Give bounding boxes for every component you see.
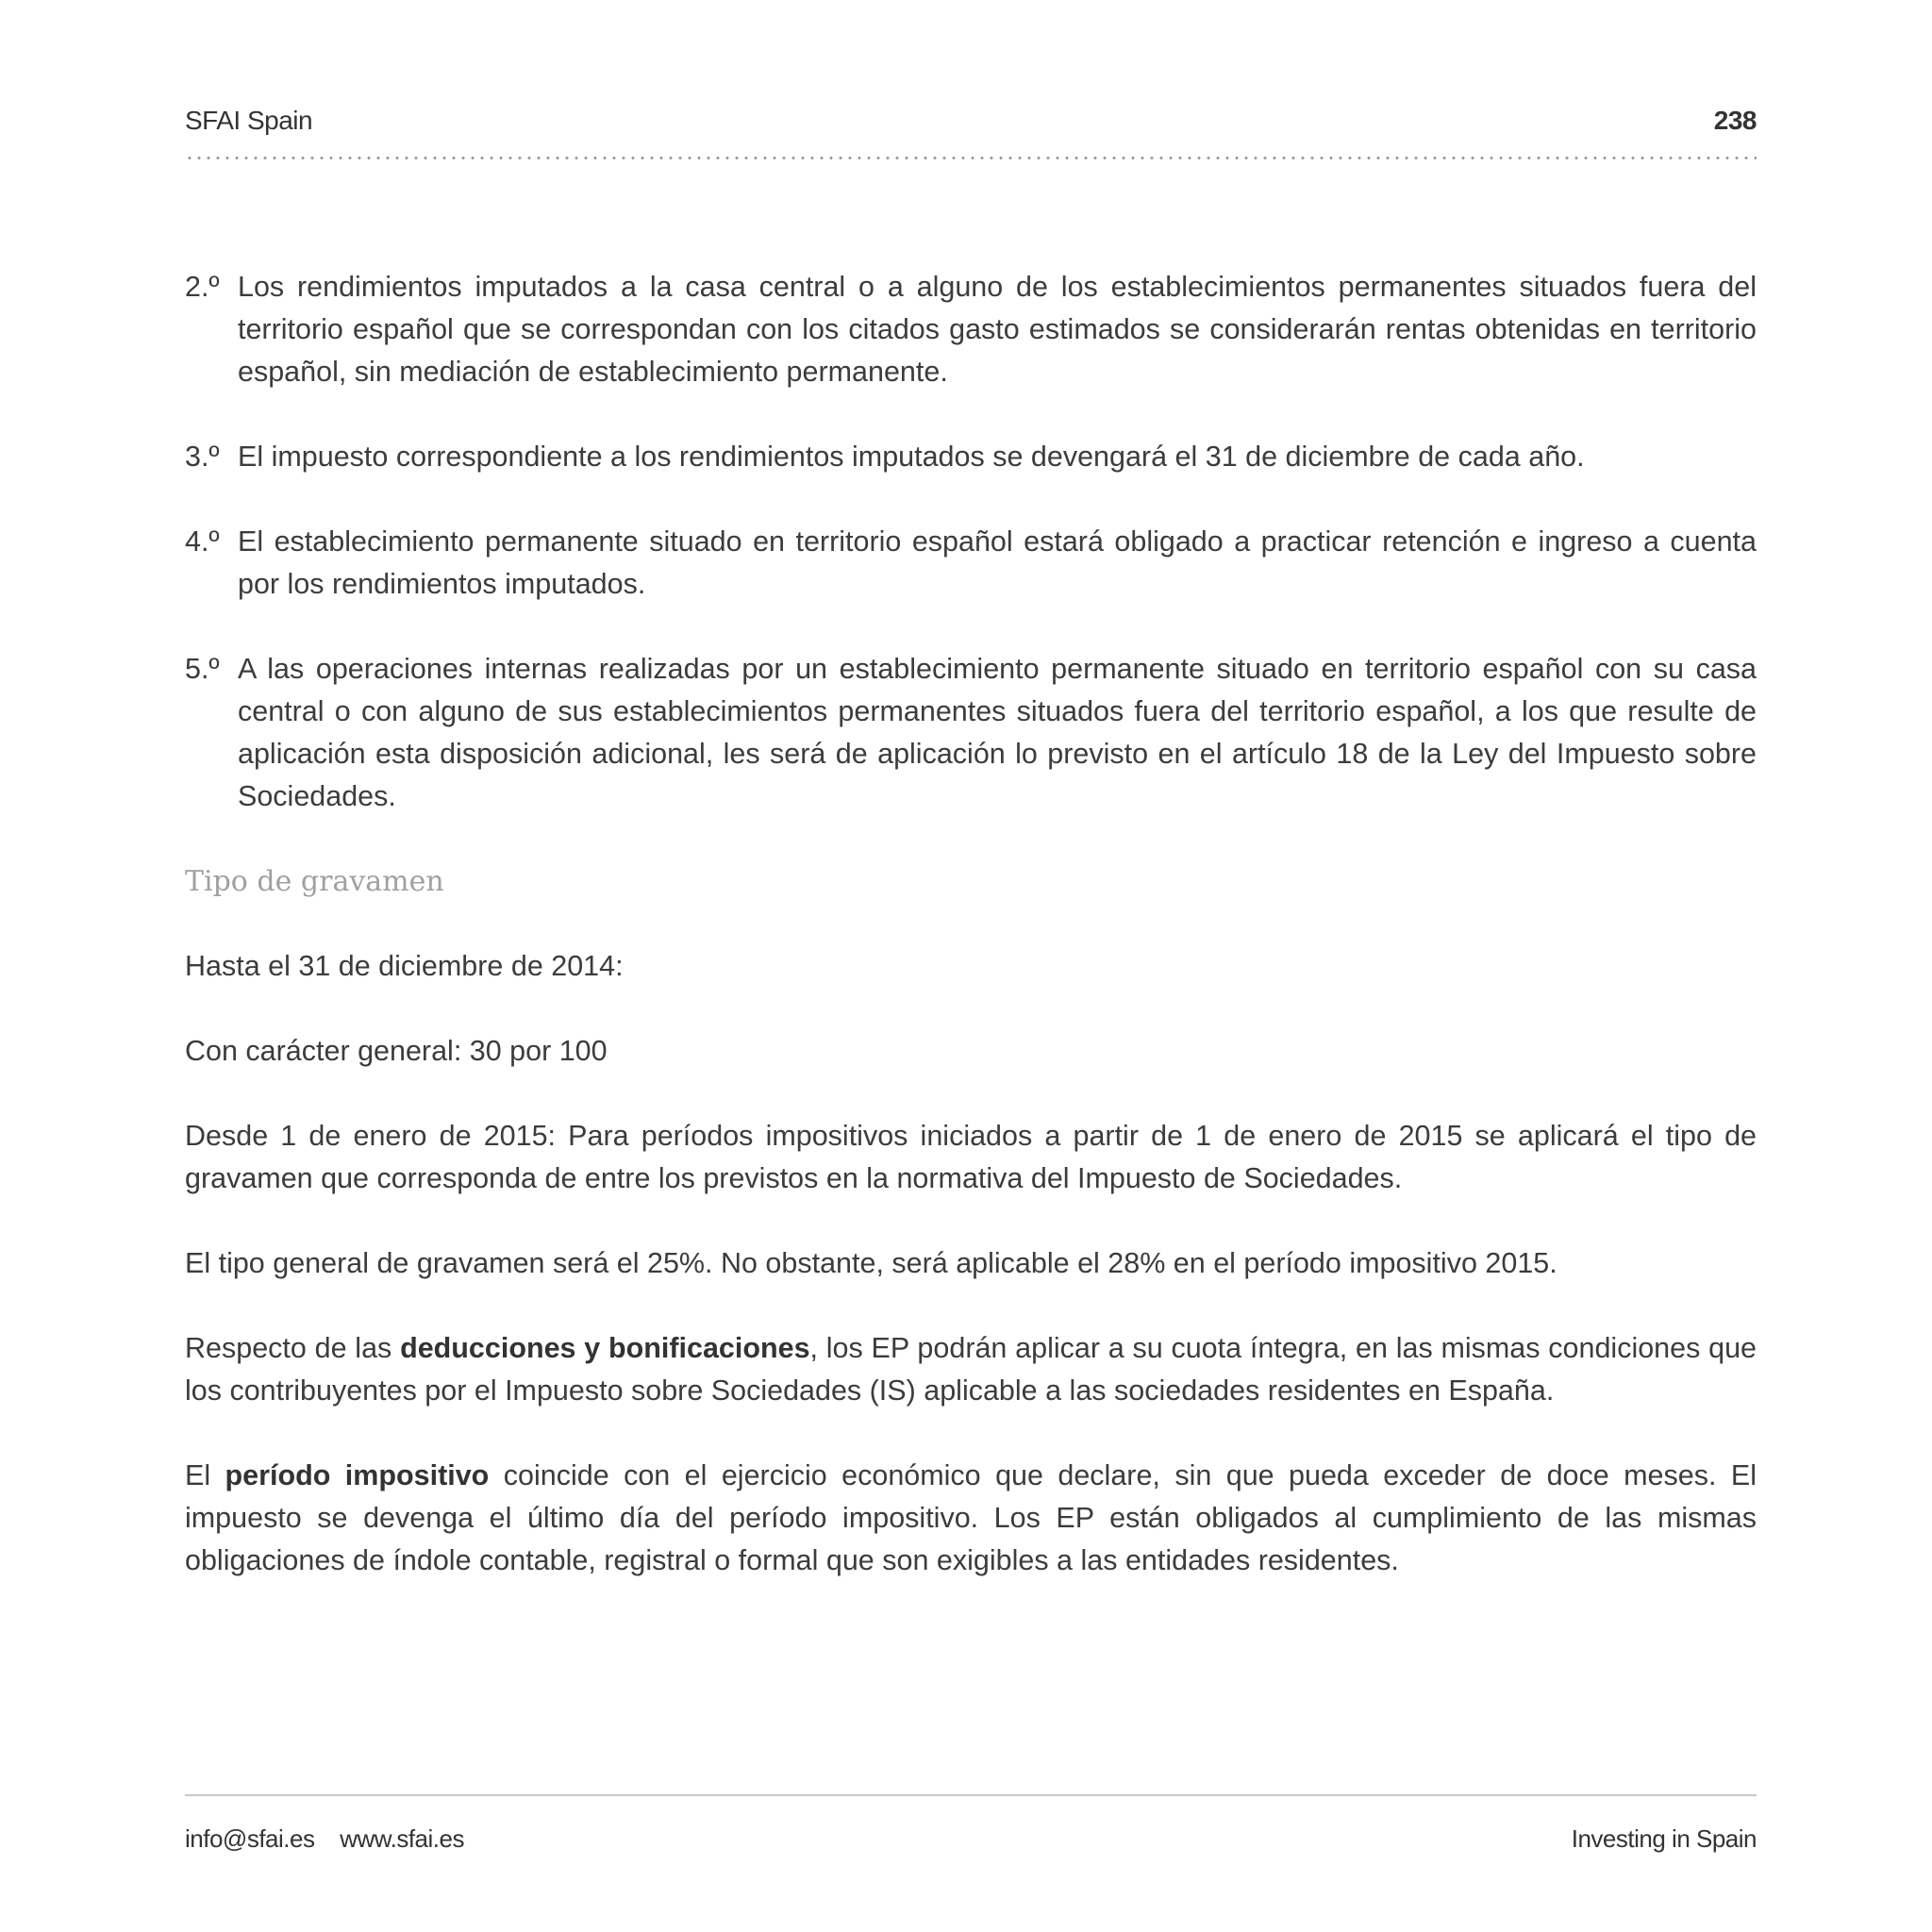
bold-term: deducciones y bonificaciones <box>400 1332 810 1364</box>
page-number: 238 <box>1713 106 1757 135</box>
list-item-number: 5.º <box>185 653 220 685</box>
header-brand: SFAI Spain <box>185 106 313 135</box>
footer-website: www.sfai.es <box>340 1824 464 1853</box>
paragraph-tax-period <box>185 1455 1757 1582</box>
bold-term: período impositivo <box>225 1459 490 1491</box>
paragraph-text: Respecto de las <box>185 1332 401 1364</box>
paragraph-deductions <box>185 1327 1757 1412</box>
list-item-number: 3.º <box>185 441 220 473</box>
list-item <box>185 266 1757 393</box>
footer-divider <box>185 1794 1757 1796</box>
list-item-number: 2.º <box>185 271 220 303</box>
paragraph-general-tax-rate: El tipo general de gravamen será el 25%. No obstante, será aplicable el 28% en el período impositivo 2015. <box>185 1247 1557 1279</box>
header-dotted-divider <box>185 157 1757 159</box>
list-item-text: A las operaciones internas realizadas por un establecimiento permanente situado en territorio español con su casa central o con alguno de sus establecimientos permanentes situados fuera del territorio español, a los que resulte de aplicación esta disposición adicional, les será de aplicación lo previsto en el artículo 18 de la Ley del Impuesto sobre Sociedades. <box>238 653 1757 812</box>
page-header <box>185 106 1757 136</box>
list-item <box>185 521 1757 606</box>
list-item-number: 4.º <box>185 525 220 558</box>
page-footer <box>185 1824 1757 1854</box>
paragraph-text: El <box>185 1459 225 1491</box>
paragraph-text: coincide con el ejercicio económico que declare, sin que pueda exceder de doce meses. El impuesto se devenga el último día del período impositivo. Los EP están obligados al cumplimiento de las mismas obligaciones de índole contable, registral o formal que son exigibles a las entidades residentes. <box>185 1459 1757 1576</box>
list-item <box>185 648 1757 818</box>
list-item-text: El establecimiento permanente situado en territorio español estará obligado a practicar retención e ingreso a cuenta por los rendimientos imputados. <box>238 525 1757 600</box>
section-heading: Tipo de gravamen <box>185 865 444 898</box>
paragraph-until-2014: Hasta el 31 de diciembre de 2014: <box>185 950 624 982</box>
footer-email: info@sfai.es <box>185 1824 315 1853</box>
list-item <box>185 436 1757 478</box>
list-item-text: Los rendimientos imputados a la casa central o a alguno de los establecimientos permanentes situados fuera del territorio español que se correspondan con los citados gasto estimados se considerarán rentas obtenidas en territorio español, sin mediación de establecimiento permanente. <box>238 271 1757 388</box>
paragraph-from-2015: Desde 1 de enero de 2015: Para períodos impositivos iniciados a partir de 1 de enero de 2015 se aplicará el tipo de gravamen que corresponda de entre los previstos en la normativa del Impuesto de Sociedades. <box>185 1120 1757 1194</box>
footer-title: Investing in Spain <box>1571 1824 1757 1853</box>
list-item-text: El impuesto correspondiente a los rendimientos imputados se devengará el 31 de diciembre de cada año. <box>238 441 1585 473</box>
paragraph-text: , los EP podrán aplicar a su cuota íntegra, en las mismas condiciones que los contribuyentes por el Impuesto sobre Sociedades (IS) aplicable a las sociedades residentes en España. <box>185 1332 1757 1407</box>
footer-contact <box>185 1824 464 1854</box>
page-content <box>185 266 1757 1624</box>
paragraph-general-rate: Con carácter general: 30 por 100 <box>185 1035 608 1067</box>
